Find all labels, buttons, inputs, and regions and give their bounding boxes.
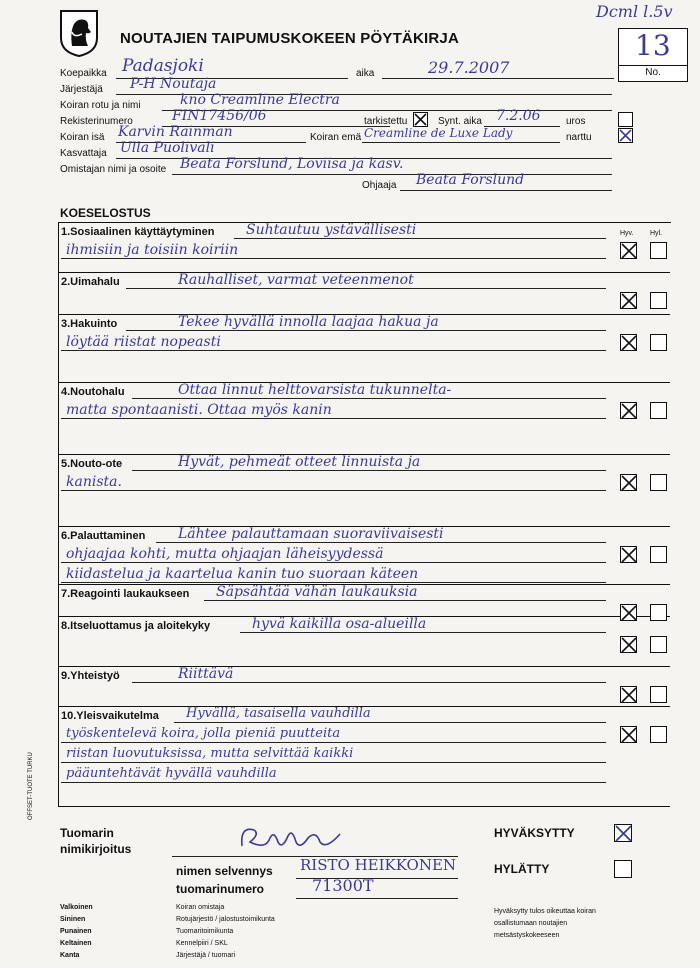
section-comment: työskentelevä koira, jolla pieniä puutteita bbox=[66, 726, 341, 741]
section-8 bbox=[58, 616, 670, 667]
ohjaaja-value: Beata Forslund bbox=[416, 172, 525, 188]
hyl-checkbox[interactable] bbox=[650, 292, 667, 309]
tuomarinumero-value: 71300T bbox=[312, 876, 374, 895]
section-comment: löytää riistat nopeasti bbox=[66, 334, 221, 350]
section-label: 7.Reagointi laukaukseen bbox=[61, 588, 190, 600]
approval-note bbox=[494, 906, 596, 942]
hyv-checkbox[interactable] bbox=[620, 686, 637, 703]
jarjestaja-value: P-H Noutaja bbox=[130, 76, 217, 92]
kasvattaja-value: Ulla Puolivali bbox=[120, 140, 215, 156]
tuomari-label-1: Tuomarin bbox=[60, 826, 114, 840]
hyl-label: Hyl. bbox=[650, 230, 663, 237]
footer-line: Kanta bbox=[60, 952, 80, 959]
koepaikka-label: Koepaikka bbox=[60, 68, 107, 79]
hylatty-checkbox[interactable] bbox=[614, 860, 632, 878]
section-comment: matta spontaanisti. Ottaa myös kanin bbox=[66, 402, 332, 418]
rekisteri-label: Rekisterinumero bbox=[60, 116, 133, 127]
section-label: 1.Sosiaalinen käyttäytyminen bbox=[61, 226, 215, 238]
section-label: 2.Uimahalu bbox=[61, 276, 120, 288]
footer-line: osallistumaan noutajien bbox=[494, 920, 568, 927]
koeselostus-title: KOESELOSTUS bbox=[60, 206, 151, 220]
section-label: 5.Nouto-ote bbox=[61, 458, 123, 470]
selvennys-value: RISTO HEIKKONEN bbox=[300, 856, 457, 874]
footer-line: Keltainen bbox=[60, 940, 92, 947]
footer-line: metsästyskokeeseen bbox=[494, 932, 560, 939]
aika-label: aika bbox=[356, 68, 375, 79]
section-comment: ohjaajaa kohti, mutta ohjaajan läheisyydessä bbox=[66, 546, 384, 562]
form-title: NOUTAJIEN TAIPUMUSKOKEEN PÖYTÄKIRJA bbox=[120, 30, 459, 47]
section-comment: kiidastelua ja kaartelua kanin tuo suoraan käteen bbox=[66, 566, 419, 582]
section-comment: Lähtee palauttamaan suoraviivaisesti bbox=[178, 526, 444, 542]
section-10 bbox=[58, 706, 670, 807]
section-comment: hyvä kaikilla osa-alueilla bbox=[252, 616, 427, 632]
section-4 bbox=[58, 382, 670, 455]
narttu-checkbox[interactable] bbox=[618, 128, 633, 143]
section-comment: Säpsähtää vähän laukauksia bbox=[216, 584, 418, 600]
section-label: 3.Hakuinto bbox=[61, 318, 118, 330]
footer-line: Kennelpiiri / SKL bbox=[176, 940, 228, 947]
number-box bbox=[618, 28, 688, 82]
hyl-checkbox[interactable] bbox=[650, 402, 667, 419]
section-5 bbox=[58, 454, 670, 527]
koepaikka-value: Padasjoki bbox=[122, 56, 204, 76]
footer-line: Tuomaritoimikunta bbox=[176, 928, 234, 935]
isa-value: Karvin Rainman bbox=[118, 124, 233, 140]
hyv-checkbox[interactable] bbox=[620, 242, 637, 259]
copies-left bbox=[60, 902, 93, 962]
uros-checkbox[interactable] bbox=[618, 112, 633, 127]
hyl-checkbox[interactable] bbox=[650, 726, 667, 743]
section-comment: ihmisiin ja toisiin koiriin bbox=[66, 242, 239, 258]
kasvattaja-label: Kasvattaja bbox=[60, 148, 107, 159]
tuomari-label-2: nimikirjoitus bbox=[60, 842, 132, 856]
footer-line: Sininen bbox=[60, 916, 86, 923]
hyv-checkbox[interactable] bbox=[620, 334, 637, 351]
copies-mid bbox=[176, 902, 275, 962]
section-label: 10.Yleisvaikutelma bbox=[61, 710, 159, 722]
footer-line: Rotujärjestö / jalostustoimikunta bbox=[176, 916, 275, 923]
number-label: No. bbox=[645, 67, 661, 78]
section-comment: Hyvällä, tasaisella vauhdilla bbox=[186, 706, 371, 721]
ema-value: Creamline de Luxe Lady bbox=[364, 126, 513, 140]
hyv-checkbox[interactable] bbox=[620, 726, 637, 743]
jarjestaja-label: Järjestäjä bbox=[60, 84, 103, 95]
omistaja-label: Omistajan nimi ja osoite bbox=[60, 164, 167, 175]
hyvaksytty-checkbox[interactable] bbox=[614, 824, 632, 842]
section-label: 4.Noutohalu bbox=[61, 386, 125, 398]
tarkistettu-checkbox[interactable] bbox=[413, 112, 428, 127]
footer-line: Valkoinen bbox=[60, 904, 93, 911]
isa-label: Koiran isä bbox=[60, 132, 105, 143]
hyv-checkbox[interactable] bbox=[620, 402, 637, 419]
hylatty-label: HYLÄTTY bbox=[494, 862, 550, 876]
section-comment: Rauhalliset, varmat veteenmenot bbox=[178, 272, 414, 288]
tarkistettu-label: tarkistettu bbox=[364, 116, 408, 127]
hyv-checkbox[interactable] bbox=[620, 546, 637, 563]
section-comment: pääuntehtävät hyvällä vauhdilla bbox=[66, 766, 277, 781]
footer-line: Järjestäjä / tuomari bbox=[176, 952, 236, 959]
ohjaaja-label: Ohjaaja bbox=[362, 180, 397, 191]
section-label: 8.Itseluottamus ja aloitekyky bbox=[61, 620, 211, 632]
hyl-checkbox[interactable] bbox=[650, 686, 667, 703]
section-2 bbox=[58, 272, 670, 315]
side-print: OFFSET-TUOTE TURKU bbox=[28, 752, 34, 820]
hyv-checkbox[interactable] bbox=[620, 292, 637, 309]
hyvaksytty-label: HYVÄKSYTTY bbox=[494, 826, 575, 840]
section-3 bbox=[58, 314, 670, 383]
rotu-value: kno Creamline Electra bbox=[180, 92, 340, 108]
aika-value: 29.7.2007 bbox=[428, 58, 510, 77]
hyl-checkbox[interactable] bbox=[650, 546, 667, 563]
section-comment: riistan luovutuksissa, mutta selvittää kaikki bbox=[66, 746, 354, 761]
section-label: 9.Yhteistyö bbox=[61, 670, 120, 682]
hyl-checkbox[interactable] bbox=[650, 474, 667, 491]
synt-value: 7.2.06 bbox=[496, 108, 541, 124]
hyl-checkbox[interactable] bbox=[650, 242, 667, 259]
section-comment: Suhtautuu ystävällisesti bbox=[246, 222, 417, 238]
footer-line: Koiran omistaja bbox=[176, 904, 225, 911]
section-1 bbox=[58, 222, 670, 273]
section-comment: Riittävä bbox=[178, 666, 234, 682]
rotu-label: Koiran rotu ja nimi bbox=[60, 100, 141, 111]
section-comment: Hyvät, pehmeät otteet linnuista ja bbox=[178, 454, 421, 470]
hyv-label: Hyv. bbox=[620, 230, 634, 237]
rekisteri-value: FIN17456/06 bbox=[172, 108, 267, 124]
hyl-checkbox[interactable] bbox=[650, 334, 667, 351]
club-logo bbox=[58, 8, 100, 58]
narttu-label: narttu bbox=[566, 132, 592, 143]
omistaja-value: Beata Forslund, Loviisa ja kasv. bbox=[180, 156, 404, 172]
tuomarinumero-label: tuomarinumero bbox=[176, 882, 265, 896]
section-9 bbox=[58, 666, 670, 707]
corner-note: Dcml l.5v bbox=[596, 2, 673, 21]
section-comment: Tekee hyvällä innolla laajaa hakua ja bbox=[178, 314, 439, 330]
section-label: 6.Palauttaminen bbox=[61, 530, 146, 542]
section-comment: kanista. bbox=[66, 474, 122, 490]
hyv-checkbox[interactable] bbox=[620, 474, 637, 491]
synt-label: Synt. aika bbox=[438, 116, 482, 127]
ema-label: Koiran emä bbox=[310, 132, 362, 143]
uros-label: uros bbox=[566, 116, 586, 127]
selvennys-label: nimen selvennys bbox=[176, 864, 273, 878]
hyl-checkbox[interactable] bbox=[650, 636, 667, 653]
section-7 bbox=[58, 584, 670, 617]
footer-line: Punainen bbox=[60, 928, 92, 935]
hyv-checkbox[interactable] bbox=[620, 636, 637, 653]
footer-line: Hyväksytty tulos oikeuttaa koiran bbox=[494, 908, 596, 915]
section-comment: Ottaa linnut helttovarsista tukunnelta- bbox=[178, 382, 452, 398]
section-6 bbox=[58, 526, 670, 585]
form-number: 13 bbox=[635, 29, 671, 62]
